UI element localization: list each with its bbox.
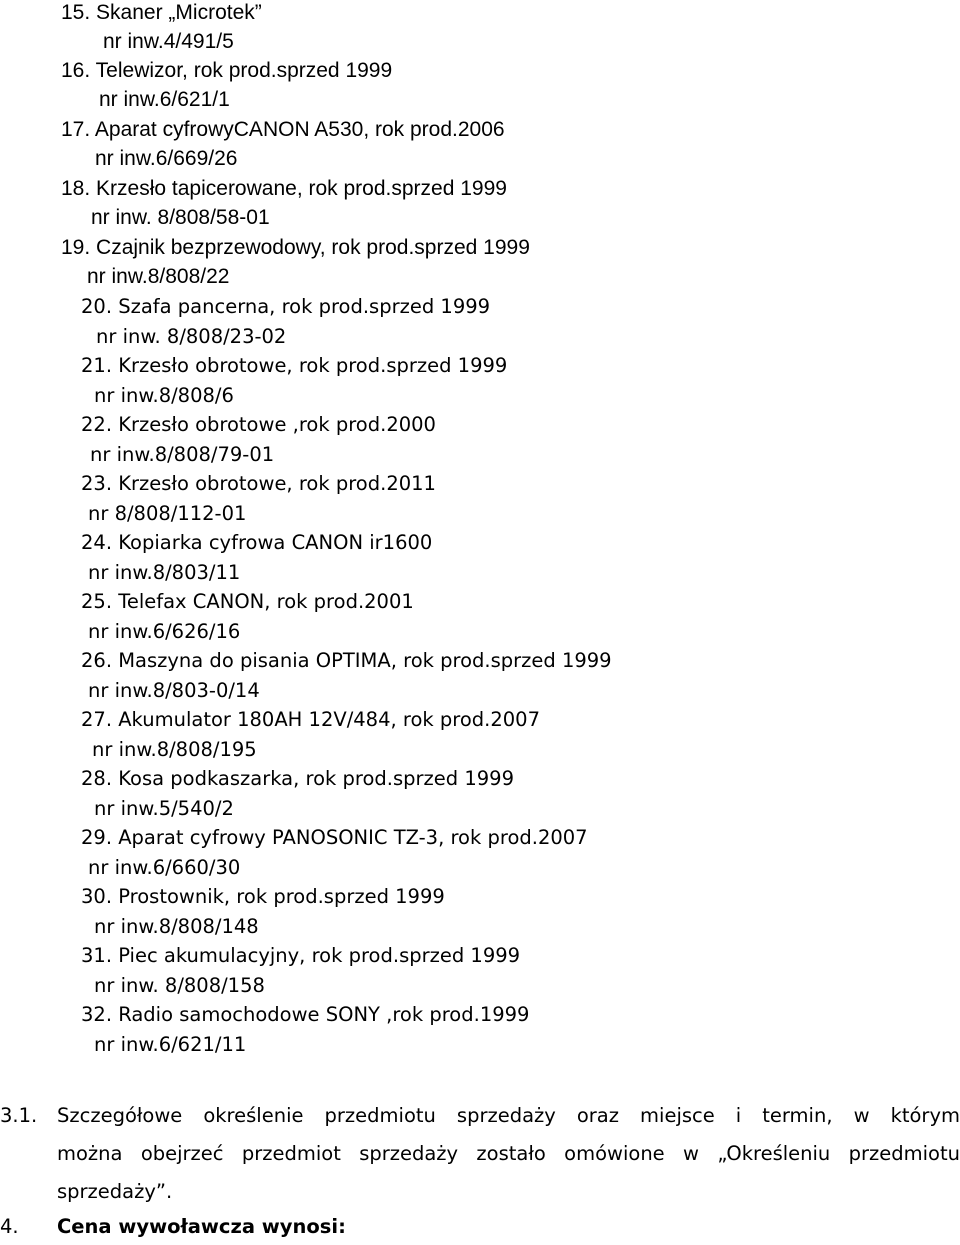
item-inventory-number: nr 8/808/112-01 xyxy=(88,501,247,525)
item-description: Szafa pancerna, rok prod.sprzed 1999 xyxy=(118,295,491,318)
list-item xyxy=(61,56,392,114)
item-number: 26. xyxy=(81,649,113,672)
section-title: Cena wywoławcza wynosi: xyxy=(57,1215,346,1238)
item-inventory-number: nr inw. 8/808/23-02 xyxy=(96,324,287,348)
item-inventory-number: nr inw.5/540/2 xyxy=(94,796,234,820)
item-number: 28. xyxy=(81,767,113,790)
item-number: 29. xyxy=(81,826,113,849)
item-inventory-number: nr inw.6/660/30 xyxy=(88,855,241,879)
list-item xyxy=(81,292,490,351)
item-inventory-number: nr inw.6/669/26 xyxy=(95,147,238,170)
item-number: 31. xyxy=(81,944,113,967)
item-number: 24. xyxy=(81,531,113,554)
item-description: Krzesło obrotowe, rok prod.2011 xyxy=(118,472,436,495)
paragraph-line: sprzedaży”. xyxy=(57,1180,173,1203)
item-description: Maszyna do pisania OPTIMA, rok prod.sprzed 1999 xyxy=(118,649,612,672)
item-number: 21. xyxy=(81,354,113,377)
item-number: 19. xyxy=(61,236,91,259)
item-inventory-number: nr inw.6/621/11 xyxy=(94,1032,247,1056)
list-item xyxy=(81,705,540,764)
item-inventory-number: nr inw.8/803/11 xyxy=(88,560,241,584)
paragraph-line: można obejrzeć przedmiot sprzedaży zostało omówione w „Określeniu przedmiotu xyxy=(57,1142,960,1165)
item-description: Kopiarka cyfrowa CANON ir1600 xyxy=(118,531,433,554)
list-item xyxy=(81,823,588,882)
item-inventory-number: nr inw.8/808/195 xyxy=(92,737,257,761)
section-number: 4. xyxy=(0,1215,19,1238)
item-description: Kosa podkaszarka, rok prod.sprzed 1999 xyxy=(118,767,514,790)
item-inventory-number: nr inw.8/808/79-01 xyxy=(90,442,275,466)
list-item xyxy=(61,0,262,56)
item-description: Prostownik, rok prod.sprzed 1999 xyxy=(118,885,445,908)
section-number: 3.1. xyxy=(0,1104,38,1127)
list-item xyxy=(81,646,612,705)
item-inventory-number: nr inw.8/803-0/14 xyxy=(88,678,260,702)
item-number: 22. xyxy=(81,413,113,436)
section-3-1 xyxy=(0,1097,960,1211)
item-inventory-number: nr inw. 8/808/58-01 xyxy=(91,206,270,229)
item-number: 32. xyxy=(81,1003,113,1026)
section-paragraph xyxy=(57,1097,960,1211)
item-description: Telefax CANON, rok prod.2001 xyxy=(118,590,414,613)
list-item xyxy=(81,469,436,528)
item-number: 27. xyxy=(81,708,113,731)
list-item xyxy=(81,764,514,823)
item-inventory-number: nr inw. 8/808/158 xyxy=(94,973,265,997)
item-description: Aparat cyfrowyCANON A530, rok prod.2006 xyxy=(94,118,505,141)
item-inventory-number: nr inw.6/626/16 xyxy=(88,619,241,643)
list-item xyxy=(81,528,432,587)
item-description: Radio samochodowe SONY ,rok prod.1999 xyxy=(118,1003,530,1026)
list-item xyxy=(61,115,505,173)
item-description: Akumulator 180AH 12V/484, rok prod.2007 xyxy=(118,708,540,731)
item-number: 18. xyxy=(61,177,91,200)
item-number: 23. xyxy=(81,472,113,495)
item-description: Aparat cyfrowy PANOSONIC TZ-3, rok prod.2007 xyxy=(118,826,588,849)
item-number: 17. xyxy=(61,118,91,141)
item-inventory-number: nr inw.8/808/6 xyxy=(94,383,234,407)
list-item xyxy=(81,351,507,410)
paragraph-line: Szczegółowe określenie przedmiotu sprzedaży oraz miejsce i termin, w którym xyxy=(57,1104,960,1127)
item-description: Telewizor, rok prod.sprzed 1999 xyxy=(95,59,393,82)
item-description: Czajnik bezprzewodowy, rok prod.sprzed 1999 xyxy=(96,236,530,259)
item-number: 30. xyxy=(81,885,113,908)
list-item xyxy=(81,410,436,469)
item-inventory-number: nr inw.8/808/148 xyxy=(94,914,259,938)
item-number: 16. xyxy=(61,59,91,82)
list-item xyxy=(81,941,520,1000)
item-description: Krzesło obrotowe, rok prod.sprzed 1999 xyxy=(118,354,508,377)
list-item xyxy=(81,1000,529,1059)
item-number: 15. xyxy=(61,1,91,24)
item-description: Krzesło obrotowe ,rok prod.2000 xyxy=(118,413,436,436)
list-item xyxy=(81,587,414,646)
item-description: Skaner „Microtek” xyxy=(96,1,262,24)
item-number: 20. xyxy=(81,295,113,318)
item-number: 25. xyxy=(81,590,113,613)
list-item xyxy=(81,882,445,941)
item-inventory-number: nr inw.6/621/1 xyxy=(99,88,230,111)
item-inventory-number: nr inw.4/491/5 xyxy=(103,30,234,53)
item-description: Krzesło tapicerowane, rok prod.sprzed 1999 xyxy=(96,177,507,200)
list-item xyxy=(61,233,530,291)
item-description: Piec akumulacyjny, rok prod.sprzed 1999 xyxy=(118,944,521,967)
list-item xyxy=(61,174,507,232)
item-inventory-number: nr inw.8/808/22 xyxy=(87,265,230,288)
